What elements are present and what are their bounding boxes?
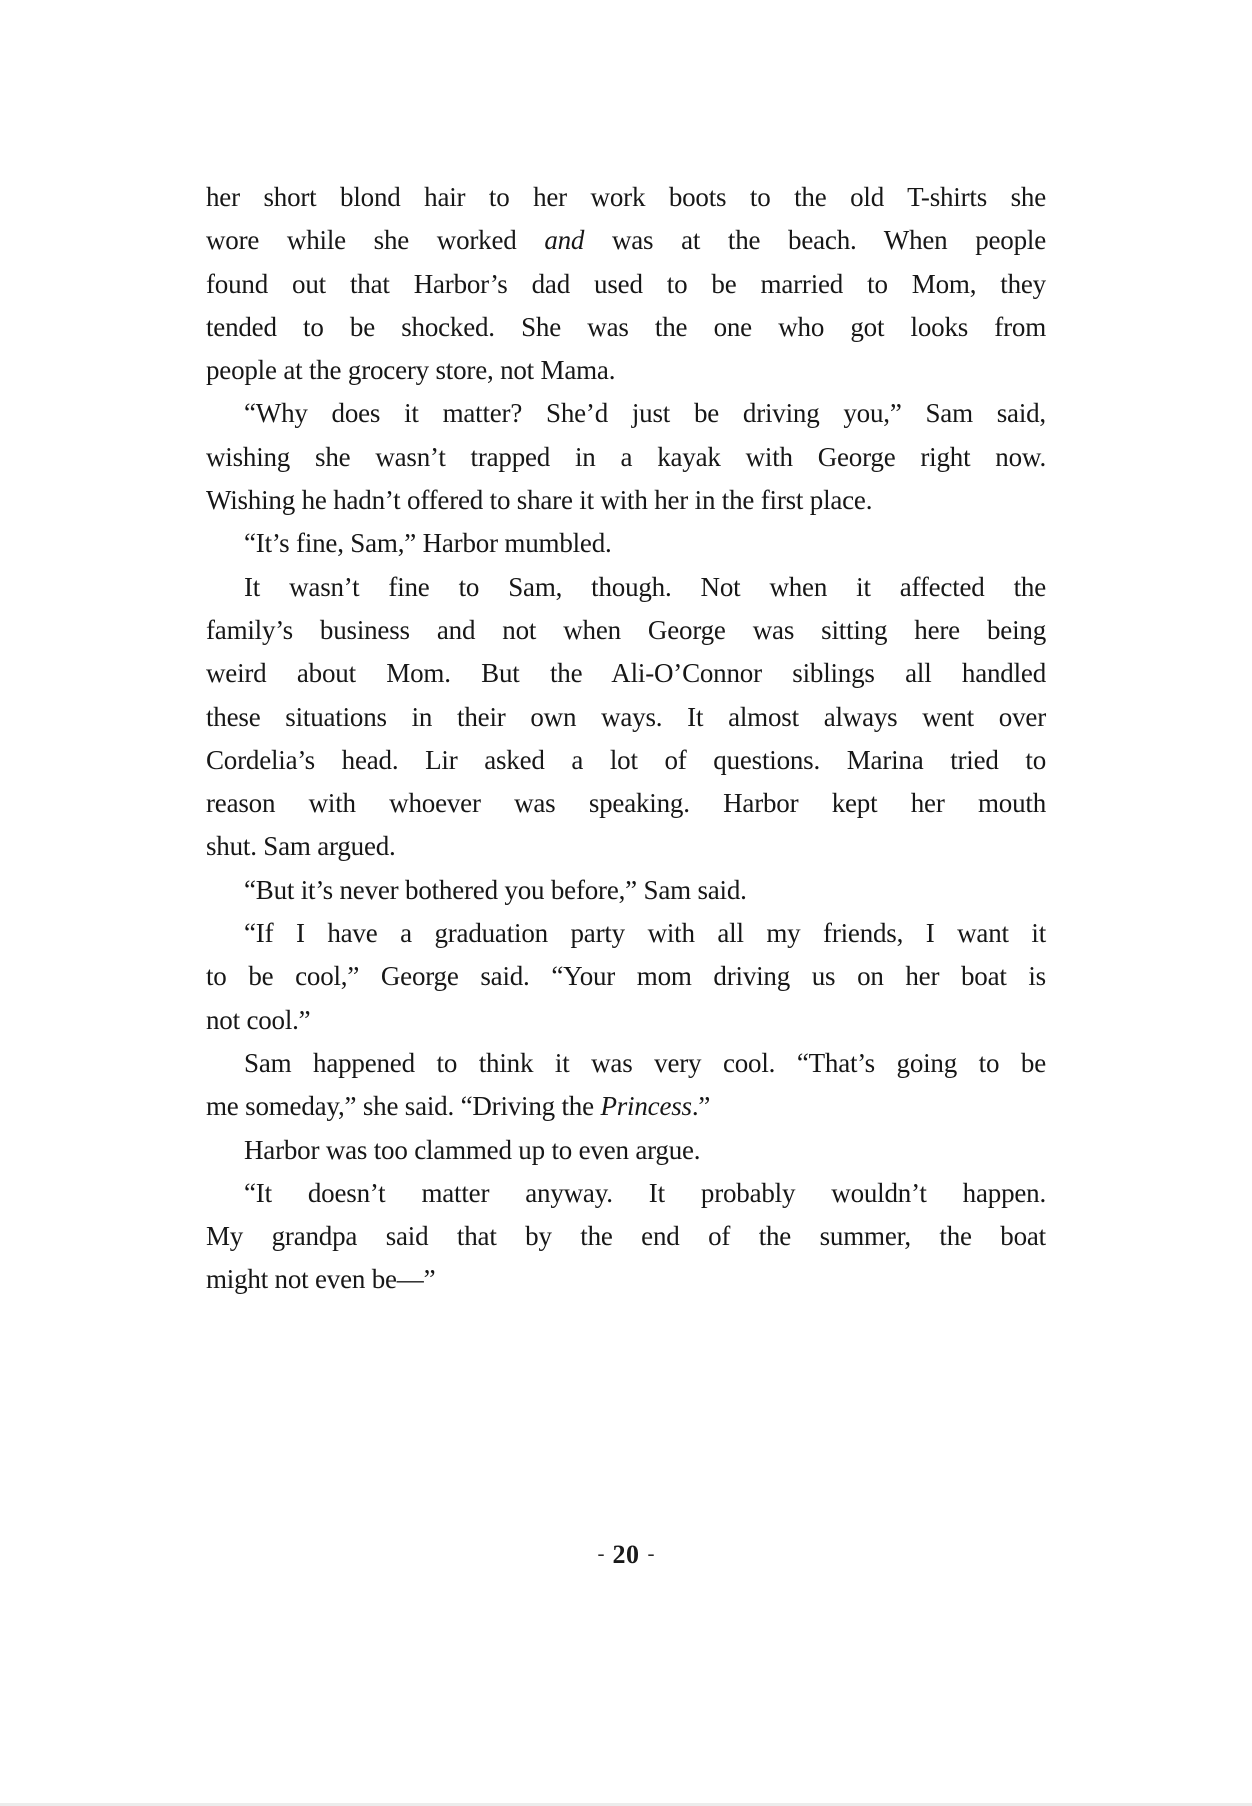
paragraph: [206, 912, 1046, 1042]
text-segment: to be cool,” George said. “Your mom driving us on her boat is: [206, 961, 1046, 992]
text-segment: Cordelia’s head. Lir asked a lot of questions. Marina tried to: [206, 744, 1046, 775]
folio-number: 20: [612, 1540, 640, 1569]
text-line: [206, 349, 1046, 392]
text-line: [206, 1129, 1046, 1172]
text-segment: It wasn’t fine to Sam, though. Not when it affected the: [244, 571, 1046, 602]
text-segment: family’s business and not when George was sitting here being: [206, 614, 1046, 645]
text-line: [206, 392, 1046, 435]
paragraph: [206, 1172, 1046, 1302]
paragraph: [206, 566, 1046, 869]
italic-text: Princess: [600, 1091, 692, 1122]
text-segment: might not even be—”: [206, 1264, 436, 1295]
text-segment: people at the grocery store, not Mama.: [206, 355, 616, 386]
text-line: [206, 219, 1046, 262]
text-segment: “Why does it matter? She’d just be driving you,” Sam said,: [244, 398, 1046, 429]
text-segment: found out that Harbor’s dad used to be married to Mom, they: [206, 268, 1046, 299]
text-segment: tended to be shocked. She was the one who got looks from: [206, 311, 1046, 342]
paragraph: [206, 522, 1046, 565]
text-line: [206, 1258, 1046, 1301]
text-segment: was at the beach. When people: [584, 225, 1046, 256]
text-segment: .”: [691, 1091, 711, 1122]
folio-dash-left: -: [597, 1541, 605, 1565]
paragraph: [206, 392, 1046, 522]
text-line: [206, 176, 1046, 219]
text-line: [206, 1215, 1046, 1258]
text-line: [206, 912, 1046, 955]
text-line: [206, 955, 1046, 998]
text-segment: her short blond hair to her work boots to the old T-shirts she: [206, 182, 1046, 212]
text-line: [206, 566, 1046, 609]
page-number: [206, 1540, 1046, 1570]
folio-dash-right: -: [647, 1541, 655, 1565]
text-segment: Sam happened to think it was very cool. “That’s going to be: [244, 1047, 1046, 1078]
text-line: [206, 999, 1046, 1042]
text-line: [206, 522, 1046, 565]
text-line: [206, 739, 1046, 782]
text-segment: reason with whoever was speaking. Harbor kept her mouth: [206, 788, 1046, 819]
text-line: [206, 696, 1046, 739]
text-line: [206, 306, 1046, 349]
text-line: [206, 263, 1046, 306]
body-text: [206, 176, 1046, 1302]
text-segment: wore while she worked: [206, 225, 545, 256]
text-line: [206, 1085, 1046, 1128]
text-segment: Wishing he hadn’t offered to share it with her in the first place.: [206, 485, 873, 516]
text-line: [206, 436, 1046, 479]
text-segment: “If I have a graduation party with all my friends, I want it: [244, 918, 1046, 949]
text-segment: wishing she wasn’t trapped in a kayak with George right now.: [206, 441, 1046, 472]
text-segment: weird about Mom. But the Ali-O’Connor siblings all handled: [206, 658, 1046, 689]
text-segment: shut. Sam argued.: [206, 831, 396, 862]
paragraph: [206, 1129, 1046, 1172]
paragraph: [206, 869, 1046, 912]
text-segment: “It doesn’t matter anyway. It probably wouldn’t happen.: [244, 1177, 1046, 1208]
text-segment: not cool.”: [206, 1004, 311, 1035]
text-line: [206, 1172, 1046, 1215]
text-line: [206, 479, 1046, 522]
text-segment: Harbor was too clammed up to even argue.: [244, 1134, 701, 1165]
italic-text: and: [544, 225, 585, 256]
paragraph: [206, 176, 1046, 392]
text-segment: me someday,” she said. “Driving the: [206, 1091, 601, 1122]
text-line: [206, 825, 1046, 868]
text-line: [206, 609, 1046, 652]
text-segment: “But it’s never bothered you before,” Sam said.: [244, 874, 747, 905]
text-segment: My grandpa said that by the end of the summer, the boat: [206, 1221, 1046, 1252]
paragraph: [206, 1042, 1046, 1129]
text-segment: “It’s fine, Sam,” Harbor mumbled.: [244, 528, 612, 559]
text-line: [206, 869, 1046, 912]
text-line: [206, 782, 1046, 825]
text-line: [206, 1042, 1046, 1085]
text-line: [206, 652, 1046, 695]
text-segment: these situations in their own ways. It almost always went over: [206, 701, 1046, 732]
